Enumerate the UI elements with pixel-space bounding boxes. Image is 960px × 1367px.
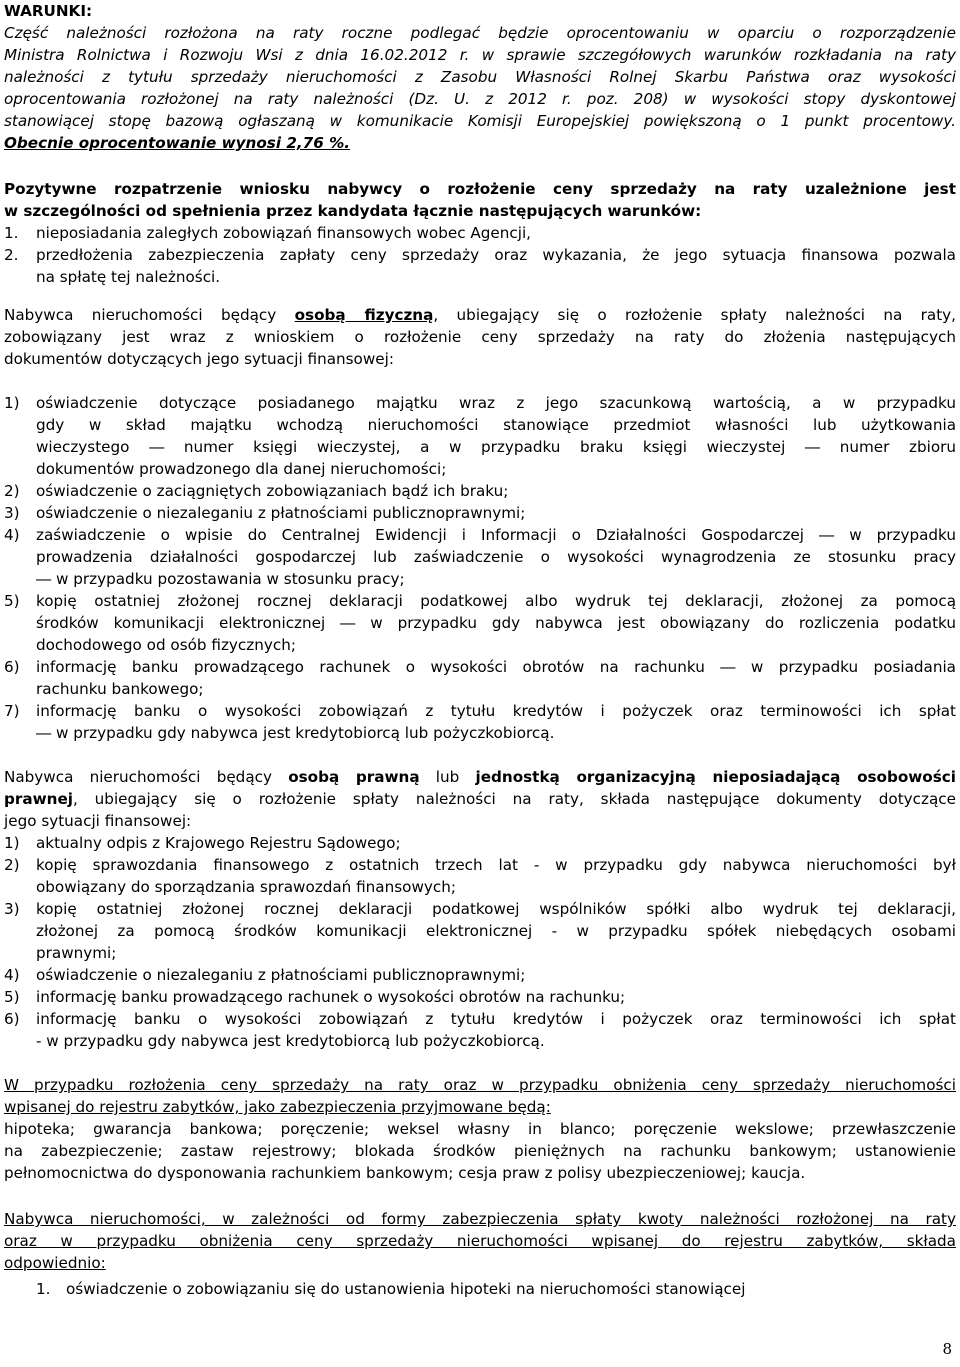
list-item: ― w przypadku pozostawania w stosunku pracy; — [36, 570, 405, 588]
list-item: oświadczenie o niezaleganiu z płatnościami publicznoprawnymi; — [36, 504, 526, 522]
natural-person-intro — [4, 304, 956, 326]
list-item: środków komunikacji elektronicznej ― w przypadku gdy nabywca jest obowiązany do rozliczenia podatku — [36, 614, 956, 632]
list-item: gdy w skład majątku wchodzą nieruchomości stanowiące przedmiot własności lub użytkowania — [36, 416, 956, 434]
condition-item: na spłatę tej należności. — [36, 268, 221, 286]
text: , ubiegający się o rozłożenie spłaty należności na raty, — [433, 306, 957, 324]
list-item: kopię ostatniej złożonej rocznej deklaracji podatkowej wspólników spółki albo wydruk tej deklaracji, — [36, 900, 956, 918]
list-item: informację banku prowadzącego rachunek o wysokości obrotów na rachunku ― w przypadku posiadania — [36, 658, 956, 676]
item-number: 1. — [36, 1280, 51, 1298]
item-number: 1) — [4, 394, 20, 412]
list-item: aktualny odpis z Krajowego Rejestru Sądowego; — [36, 834, 401, 852]
item-number: 2) — [4, 482, 20, 500]
item-number: 1. — [4, 224, 19, 242]
list-item: dokumentów prowadzonego dla danej nieruchomości; — [36, 460, 447, 478]
condition-item: przedłożenia zabezpieczenia zapłaty ceny sprzedaży oraz wykazania, że jego sytuacja finansowa pozwala — [36, 246, 956, 264]
heading: WARUNKI: — [4, 2, 93, 20]
list-item: zaświadczenie o wpisie do Centralnej Ewidencji i Informacji o Działalności Gospodarczej ― w przypadku — [36, 526, 956, 544]
list-item: rachunku bankowego; — [36, 680, 204, 698]
intro-line: Ministra Rolnictwa i Rozwoju Wsi z dnia 16.02.2012 r. w sprawie szczegółowych warunków rozkładania na raty — [4, 46, 956, 64]
item-number: 5) — [4, 988, 20, 1006]
list-item: - w przypadku gdy nabywca jest kredytobiorcą lub pożyczkobiorcą. — [36, 1032, 545, 1050]
natural-person-intro: dokumentów dotyczących jego sytuacji finansowej: — [4, 350, 394, 368]
intro-line: stanowiącej stopę bazową ogłaszaną w komunikacie Komisji Europejskiej powiększoną o 1 punkt procentowy. — [4, 112, 956, 130]
organizational-unit-term: jednostką organizacyjną nieposiadającą osobowości — [475, 768, 956, 786]
list-item: informację banku o wysokości zobowiązań z tytułu kredytów i pożyczek oraz terminowości ich spłat — [36, 1010, 956, 1028]
item-number: 3) — [4, 504, 20, 522]
final-heading: Nabywca nieruchomości, w zależności od formy zabezpieczenia spłaty kwoty należności rozłożonej na raty — [4, 1210, 956, 1228]
item-number: 6) — [4, 658, 20, 676]
item-number: 1) — [4, 834, 20, 852]
list-item: ― w przypadku gdy nabywca jest kredytobiorcą lub pożyczkobiorcą. — [36, 724, 555, 742]
monument-heading: W przypadku rozłożenia ceny sprzedaży na raty oraz w przypadku obniżenia ceny sprzedaży nieruchomości — [4, 1076, 956, 1094]
item-number: 5) — [4, 592, 20, 610]
text: lub — [419, 768, 476, 786]
final-heading: oraz w przypadku obniżenia ceny sprzedaży nieruchomości wpisanej do rejestru zabytków, składa — [4, 1232, 956, 1250]
intro-line: należności z tytułu sprzedaży nieruchomości z Zasobu Własności Rolnej Skarbu Państwa oraz wysokości — [4, 68, 956, 86]
legal-person-intro — [4, 766, 956, 788]
page-number: 8 — [942, 1340, 952, 1358]
text: , ubiegający się o rozłożenie spłaty należności na raty, składa następujące dokumenty dotyczące — [72, 790, 956, 808]
list-item: prowadzenia działalności gospodarczej lub zaświadczenie o wysokości wynagrodzenia ze stosunku pracy — [36, 548, 956, 566]
security-forms: pełnomocnictwa do dysponowania rachunkiem bankowym; cesja praw z polisy ubezpieczeniowej; kaucja. — [4, 1164, 806, 1182]
legal-person-term: prawnej — [4, 790, 73, 808]
list-item: informację banku prowadzącego rachunek o wysokości obrotów na rachunku; — [36, 988, 626, 1006]
item-number: 7) — [4, 702, 20, 720]
text: Nabywca nieruchomości będący — [4, 306, 295, 324]
conditions-line: w szczególności od spełnienia przez kandydata łącznie następujących warunków: — [4, 202, 702, 220]
rate-line: Obecnie oprocentowanie wynosi 2,76 %. — [4, 134, 351, 152]
security-forms: hipoteka; gwarancja bankowa; poręczenie; weksel własny in blanco; poręczenie wekslowe; przewłaszczenie — [4, 1120, 956, 1138]
monument-heading: wpisanej do rejestru zabytków, jako zabezpieczenia przyjmowane będą: — [4, 1098, 551, 1116]
text: Nabywca nieruchomości będący — [4, 768, 289, 786]
list-item: oświadczenie o niezaleganiu z płatnościami publicznoprawnymi; — [36, 966, 526, 984]
list-item: oświadczenie o zaciągniętych zobowiązaniach bądź ich braku; — [36, 482, 509, 500]
item-number: 4) — [4, 526, 20, 544]
list-item: obowiązany do sporządzania sprawozdań finansowych; — [36, 878, 456, 896]
natural-person-term: osobą fizyczną — [294, 306, 434, 324]
legal-person-intro — [4, 788, 956, 810]
item-number: 3) — [4, 900, 20, 918]
item-number: 2. — [4, 246, 19, 264]
list-item: wieczystego ― numer księgi wieczystej, a w przypadku braku księgi wieczystej ― numer zbioru — [36, 438, 956, 456]
legal-person-intro: jego sytuacji finansowej: — [4, 812, 192, 830]
list-item: dochodowego od osób fizycznych; — [36, 636, 296, 654]
final-heading: odpowiednio: — [4, 1254, 106, 1272]
item-number: 2) — [4, 856, 20, 874]
condition-item: nieposiadania zaległych zobowiązań finansowych wobec Agencji, — [36, 224, 531, 242]
item-number: 6) — [4, 1010, 20, 1028]
intro-line: Część należności rozłożona na raty roczne podlegać będzie oprocentowaniu w oparciu o rozporządzenie — [4, 24, 956, 42]
intro-line: oprocentowania rozłożonej na raty należności (Dz. U. z 2012 r. poz. 208) w wysokości stopy dyskontowej — [4, 90, 956, 108]
list-item: informację banku o wysokości zobowiązań z tytułu kredytów i pożyczek oraz terminowości ich spłat — [36, 702, 956, 720]
list-item: kopię ostatniej złożonej rocznej deklaracji podatkowej albo wydruk tej deklaracji, złożonej za pomocą — [36, 592, 956, 610]
list-item: oświadczenie dotyczące posiadanego majątku wraz z jego szacunkową wartością, a w przypadku — [36, 394, 956, 412]
item-number: 4) — [4, 966, 20, 984]
list-item: oświadczenie o zobowiązaniu się do ustanowienia hipoteki na nieruchomości stanowiącej — [66, 1280, 746, 1298]
list-item: kopię sprawozdania finansowego z ostatnich trzech lat - w przypadku gdy nabywca nieruchomości był — [36, 856, 956, 874]
list-item: złożonej za pomocą środków komunikacji elektronicznej - w przypadku spółek niebędących osobami — [36, 922, 956, 940]
legal-person-term: osobą prawną — [288, 768, 420, 786]
conditions-line: Pozytywne rozpatrzenie wniosku nabywcy o rozłożenie ceny sprzedaży na raty uzależnione jest — [4, 180, 956, 198]
list-item: prawnymi; — [36, 944, 117, 962]
security-forms: na zabezpieczenie; zastaw rejestrowy; blokada środków pieniężnych na rachunku bankowym; ustanowienie — [4, 1142, 956, 1160]
natural-person-intro: zobowiązany jest wraz z wnioskiem o rozłożenie ceny sprzedaży na raty do złożenia następujących — [4, 328, 956, 346]
